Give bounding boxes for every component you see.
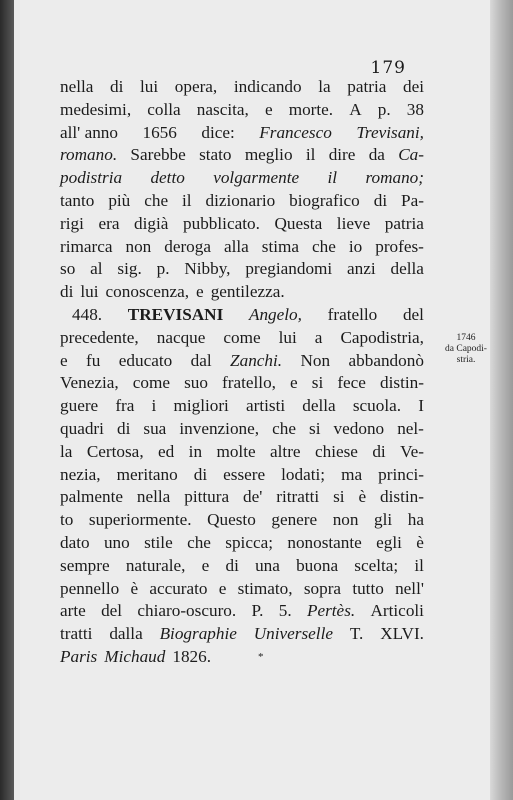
word: spicca; bbox=[225, 532, 273, 552]
text-line bbox=[60, 167, 424, 190]
text-line bbox=[60, 555, 424, 578]
word: p. bbox=[377, 99, 391, 119]
word: i bbox=[151, 396, 157, 416]
text-line bbox=[60, 281, 424, 304]
word: della bbox=[390, 259, 424, 279]
word: distin- bbox=[380, 487, 424, 507]
word: 1656 bbox=[142, 122, 177, 142]
word: naturale, bbox=[125, 555, 186, 575]
word: sopra bbox=[303, 578, 342, 598]
word: digià bbox=[134, 213, 169, 233]
text-line bbox=[60, 236, 424, 259]
text-line bbox=[60, 258, 424, 281]
word: accurato bbox=[149, 578, 208, 598]
word: distin- bbox=[380, 373, 424, 393]
word: guere bbox=[60, 396, 99, 416]
word: I bbox=[418, 396, 424, 416]
word: nella bbox=[60, 77, 94, 96]
text-line bbox=[60, 486, 424, 509]
text-line bbox=[60, 532, 424, 555]
word: biografico bbox=[289, 190, 360, 210]
word: di bbox=[373, 190, 388, 210]
text-line bbox=[60, 304, 424, 327]
word: chiese bbox=[314, 441, 358, 461]
word: sua bbox=[143, 418, 167, 438]
text-line bbox=[60, 464, 424, 487]
word: Certosa, bbox=[86, 441, 144, 461]
word: il bbox=[327, 168, 338, 188]
word: Ca- bbox=[398, 145, 424, 165]
word: TREVISANI bbox=[127, 304, 224, 324]
word: buona bbox=[296, 555, 339, 575]
word: il bbox=[414, 555, 424, 575]
book-gutter bbox=[0, 0, 14, 800]
word: Nibby, bbox=[184, 259, 231, 279]
word: e bbox=[290, 373, 298, 393]
word: sempre bbox=[60, 555, 110, 575]
word: 448. bbox=[72, 304, 103, 324]
word: patria bbox=[384, 213, 424, 233]
text-line bbox=[60, 441, 424, 464]
word: di bbox=[116, 418, 131, 438]
word: romano; bbox=[365, 168, 424, 188]
word: ritratti bbox=[276, 487, 320, 507]
word: uno bbox=[103, 532, 130, 552]
word: nel- bbox=[397, 418, 424, 438]
word: del bbox=[402, 304, 424, 324]
word: si bbox=[333, 487, 345, 507]
word: abbandonò bbox=[348, 350, 424, 370]
word: Questo bbox=[207, 510, 256, 530]
word: nella bbox=[136, 487, 171, 507]
word: Zanchi. bbox=[230, 350, 283, 370]
word: lieve bbox=[336, 213, 371, 233]
word: medesimi, bbox=[60, 99, 132, 119]
text-line bbox=[60, 327, 424, 350]
word: artisti bbox=[245, 396, 286, 416]
word: che bbox=[144, 190, 169, 210]
word: 38 bbox=[406, 99, 424, 119]
word: suo bbox=[184, 373, 208, 393]
word: to bbox=[60, 510, 74, 530]
word: lui bbox=[80, 282, 99, 302]
word: Universelle bbox=[253, 624, 333, 644]
word: T. bbox=[349, 624, 364, 644]
word: ma bbox=[341, 464, 363, 484]
word: pregiandomi bbox=[245, 259, 333, 279]
word: Pa- bbox=[401, 190, 424, 210]
word: dalla bbox=[109, 624, 143, 644]
word: che bbox=[312, 236, 336, 256]
word: fratello bbox=[327, 304, 378, 324]
margin-note-line: da Capodi- bbox=[445, 344, 487, 354]
word: rigi bbox=[60, 213, 84, 233]
book-page bbox=[14, 0, 490, 800]
word: Biographie bbox=[159, 624, 237, 644]
word: pennello bbox=[60, 578, 120, 598]
word: stato bbox=[199, 145, 232, 165]
word: palmente bbox=[60, 487, 123, 507]
text-line bbox=[60, 144, 424, 167]
word: dal bbox=[190, 350, 212, 370]
word: altre bbox=[270, 441, 301, 461]
word: XLVI. bbox=[380, 624, 424, 644]
word: princi- bbox=[378, 464, 424, 484]
word: gentilezza. bbox=[210, 282, 285, 302]
word: stile bbox=[144, 532, 173, 552]
word: romano. bbox=[60, 145, 118, 165]
word: detto bbox=[150, 168, 185, 188]
word: indicando bbox=[233, 77, 302, 96]
text-line bbox=[60, 600, 424, 623]
word: fu bbox=[86, 350, 101, 370]
text-line bbox=[60, 418, 424, 441]
word: fratello, bbox=[222, 373, 276, 393]
word: Paris bbox=[60, 646, 98, 666]
word: dizionario bbox=[205, 190, 276, 210]
word: più bbox=[108, 190, 131, 210]
word: Michaud bbox=[104, 646, 166, 666]
word: Francesco bbox=[259, 122, 332, 142]
word: colla bbox=[147, 99, 181, 119]
word: arte bbox=[60, 601, 86, 621]
word: non bbox=[125, 236, 152, 256]
word: dato bbox=[60, 532, 90, 552]
word: patria bbox=[347, 77, 387, 96]
page-edge bbox=[490, 0, 513, 800]
word: rimarca bbox=[60, 236, 113, 256]
word: Trevisani, bbox=[356, 122, 424, 142]
word: tutto bbox=[352, 578, 384, 598]
text-line bbox=[60, 372, 424, 395]
word: nezia, bbox=[60, 464, 101, 484]
word: meritano bbox=[116, 464, 178, 484]
word: non bbox=[332, 510, 359, 530]
word: precedente, bbox=[60, 327, 139, 347]
word: Questa bbox=[274, 213, 323, 233]
word: pittura bbox=[184, 487, 230, 507]
word: anzi bbox=[347, 259, 376, 279]
word: profes- bbox=[375, 236, 424, 256]
word: di bbox=[225, 555, 239, 575]
word: stimato, bbox=[237, 578, 293, 598]
word: all' anno bbox=[60, 122, 118, 142]
word: da bbox=[368, 145, 385, 165]
word: deroga bbox=[164, 236, 211, 256]
word: p. bbox=[156, 259, 170, 279]
word: conoscenza, bbox=[105, 282, 190, 302]
word: di bbox=[60, 282, 74, 302]
word: essere bbox=[223, 464, 266, 484]
word: al bbox=[90, 259, 103, 279]
text-line bbox=[60, 578, 424, 601]
word: 5. bbox=[278, 601, 292, 621]
word: meglio bbox=[244, 145, 293, 165]
word: e bbox=[196, 282, 204, 302]
word: Capodistria, bbox=[340, 327, 424, 347]
word: Sarebbe bbox=[130, 145, 186, 165]
margin-note-line: 1746 bbox=[456, 333, 476, 343]
word: tratti bbox=[60, 624, 93, 644]
word: ed bbox=[158, 441, 175, 461]
word: de' bbox=[243, 487, 263, 507]
word: Articoli bbox=[370, 601, 424, 621]
word: pubblicato. bbox=[183, 213, 260, 233]
word: e bbox=[201, 555, 210, 575]
word: di bbox=[193, 464, 208, 484]
word: e bbox=[60, 350, 68, 370]
word: il bbox=[182, 190, 192, 210]
word: Angelo, bbox=[248, 304, 302, 324]
word: io bbox=[348, 236, 363, 256]
word: nonostante bbox=[287, 532, 362, 552]
ornament-star: * bbox=[258, 650, 264, 663]
word: volgarmente bbox=[213, 168, 300, 188]
text-line bbox=[60, 646, 424, 669]
word: vedono bbox=[333, 418, 385, 438]
word: Ve- bbox=[400, 441, 424, 461]
word: dire bbox=[328, 145, 356, 165]
word: opera, bbox=[174, 77, 218, 96]
word: che bbox=[187, 532, 211, 552]
word: di bbox=[110, 77, 124, 96]
text-line bbox=[60, 350, 424, 373]
word: la bbox=[318, 77, 331, 96]
word: scuola. bbox=[352, 396, 402, 416]
word: so bbox=[60, 259, 76, 279]
word: morte. bbox=[288, 99, 334, 119]
word: lodati; bbox=[281, 464, 326, 484]
page-number: 179 bbox=[370, 58, 406, 78]
text-line bbox=[60, 190, 424, 213]
word: nell' bbox=[395, 578, 424, 598]
text-line bbox=[60, 99, 424, 122]
word: chiaro-oscuro. bbox=[137, 601, 237, 621]
word: ha bbox=[407, 510, 424, 530]
word: invenzione, bbox=[179, 418, 260, 438]
word: tanto bbox=[60, 190, 95, 210]
word: Pertès. bbox=[306, 601, 356, 621]
word: gli bbox=[374, 510, 393, 530]
text-line bbox=[60, 623, 424, 646]
word: lui bbox=[278, 327, 297, 347]
word: Venezia, bbox=[60, 373, 119, 393]
word: A bbox=[349, 99, 362, 119]
margin-note bbox=[436, 333, 496, 366]
margin-note-line: stria. bbox=[456, 355, 476, 365]
word: dice: bbox=[201, 122, 235, 142]
word: fra bbox=[115, 396, 135, 416]
word: P. bbox=[251, 601, 264, 621]
word: a bbox=[314, 327, 323, 347]
word: nascita, bbox=[196, 99, 249, 119]
body-text bbox=[60, 76, 424, 669]
text-line bbox=[60, 395, 424, 418]
text-line bbox=[60, 76, 424, 99]
text-line bbox=[60, 122, 424, 145]
word: una bbox=[255, 555, 280, 575]
word: il bbox=[305, 145, 316, 165]
word: è bbox=[416, 532, 424, 552]
word: come bbox=[223, 327, 261, 347]
word: genere bbox=[271, 510, 318, 530]
word: che bbox=[272, 418, 296, 438]
word: dei bbox=[403, 77, 424, 96]
word: e bbox=[264, 99, 273, 119]
word: superiormente. bbox=[88, 510, 192, 530]
word: lui bbox=[140, 77, 159, 96]
word: 1826. bbox=[172, 646, 212, 666]
word: si bbox=[311, 373, 324, 393]
word: è bbox=[358, 487, 367, 507]
word: di bbox=[372, 441, 386, 461]
word: come bbox=[132, 373, 170, 393]
word: si bbox=[309, 418, 321, 438]
word: egli bbox=[376, 532, 402, 552]
text-line bbox=[60, 213, 424, 236]
word: fece bbox=[337, 373, 366, 393]
text-line bbox=[60, 509, 424, 532]
word: sig. bbox=[117, 259, 142, 279]
word: del bbox=[101, 601, 123, 621]
word: e bbox=[218, 578, 227, 598]
word: è bbox=[130, 578, 139, 598]
word: molte bbox=[216, 441, 256, 461]
word: della bbox=[302, 396, 336, 416]
word: quadri bbox=[60, 418, 104, 438]
word: la bbox=[60, 441, 73, 461]
word: podistria bbox=[60, 168, 123, 188]
word: scelta; bbox=[354, 555, 399, 575]
word: migliori bbox=[173, 396, 229, 416]
word: Non bbox=[300, 350, 331, 370]
word: nacque bbox=[156, 327, 206, 347]
word: educato bbox=[118, 350, 173, 370]
word: era bbox=[98, 213, 120, 233]
word: stima bbox=[261, 236, 300, 256]
word: alla bbox=[223, 236, 249, 256]
word: in bbox=[188, 441, 203, 461]
